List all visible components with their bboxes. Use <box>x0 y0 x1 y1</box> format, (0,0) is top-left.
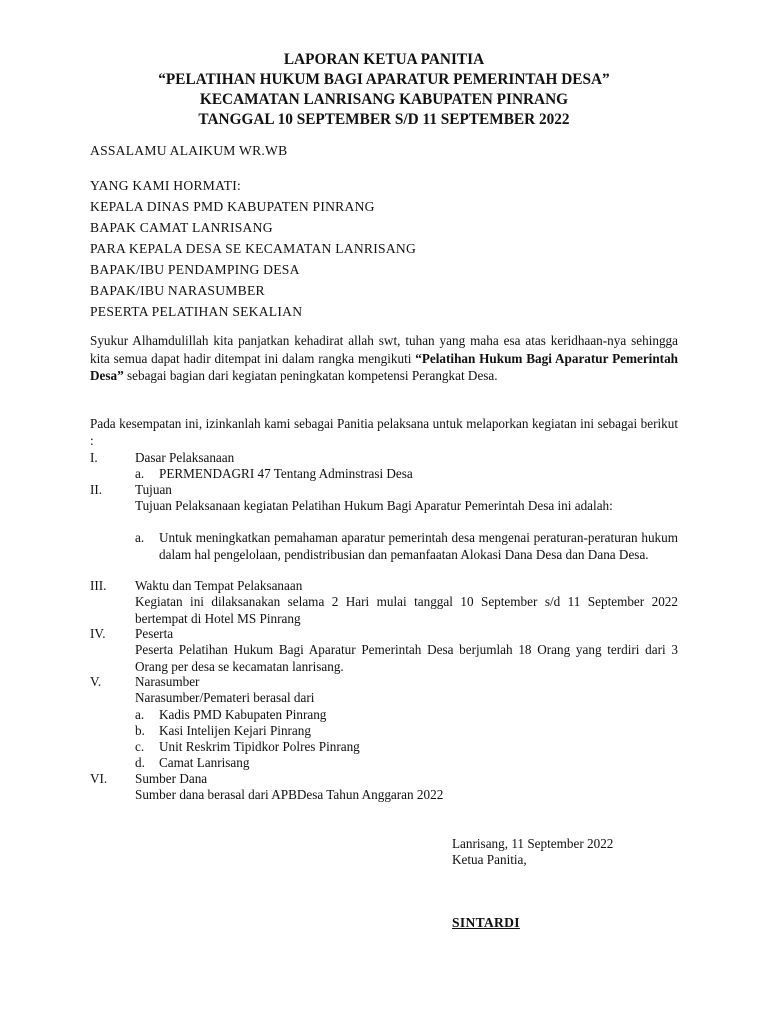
section-text: Tujuan Pelaksanaan kegiatan Pelatihan Hukum Bagi Aparatur Pemerintah Desa ini adalah: <box>135 498 613 513</box>
addressee-item: KEPALA DINAS PMD KABUPATEN PINRANG <box>90 199 375 214</box>
addressee-item: BAPAK CAMAT LANRISANG <box>90 220 273 235</box>
title-line-2: “PELATIHAN HUKUM BAGI APARATUR PEMERINTAH DESA” <box>158 71 610 88</box>
item-letter: a. <box>135 530 145 545</box>
item-text: Kasi Intelijen Kejari Pinrang <box>159 723 311 738</box>
list-item <box>90 738 678 755</box>
item-text: PERMENDAGRI 47 Tentang Adminstrasi Desa <box>159 466 413 481</box>
opening-text-end: sebagai bagian dari kegiatan peningkatan kompetensi Perangkat Desa. <box>123 368 498 384</box>
section-title: Sumber Dana <box>135 771 208 786</box>
section-number: VI. <box>90 771 108 786</box>
list-item <box>90 529 678 580</box>
signature-place-date: Lanrisang, 11 September 2022 <box>452 836 614 851</box>
section-body <box>90 689 678 706</box>
section-title: Dasar Pelaksanaan <box>135 450 235 465</box>
item-text: Camat Lanrisang <box>159 755 250 770</box>
section-title: Narasumber <box>135 674 200 689</box>
item-letter: a. <box>135 466 145 481</box>
section-body <box>90 641 678 675</box>
section-title: Tujuan <box>135 482 172 497</box>
title-line-1: LAPORAN KETUA PANITIA <box>283 51 485 68</box>
section-text: Peserta Pelatihan Hukum Bagi Aparatur Pemerintah Desa berjumlah 18 Orang yang terdiri dari 3 Orang per desa se kecamatan lanrisang. <box>135 642 678 674</box>
addressee-item: PARA KEPALA DESA SE KECAMATAN LANRISANG <box>90 241 417 256</box>
section-number: III. <box>90 578 107 593</box>
item-text: Unit Reskrim Tipidkor Polres Pinrang <box>159 739 360 754</box>
section-title: Waktu dan Tempat Pelaksanaan <box>135 578 303 593</box>
section-narasumber <box>90 673 678 690</box>
section-text: Narasumber/Pemateri berasal dari <box>135 690 315 705</box>
item-text: Kadis PMD Kabupaten Pinrang <box>159 707 327 722</box>
item-letter: c. <box>135 739 145 754</box>
signature-role: Ketua Panitia, <box>452 852 527 867</box>
section-text: Sumber dana berasal dari APBDesa Tahun Anggaran 2022 <box>135 787 444 802</box>
opening-paragraph <box>90 332 678 385</box>
section-body <box>90 786 678 803</box>
list-item <box>90 754 678 771</box>
item-letter: a. <box>135 707 145 722</box>
event-name: “Pelatihan Hukum Bagi Aparatur Pemerintah Desa” <box>90 350 678 384</box>
addressee-item: PESERTA PELATIHAN SEKALIAN <box>90 304 303 319</box>
addressee-heading: YANG KAMI HORMATI: <box>90 178 242 193</box>
item-text: Untuk meningkatkan pemahaman aparatur pemerintah desa mengenai peraturan-peraturan hukum dalam hal pengelolaan, pendistribusian dan pemanfaatan Alokasi Dana Desa dan Dana Desa. <box>159 530 678 562</box>
section-number: II. <box>90 482 103 497</box>
section-number: V. <box>90 674 102 689</box>
title-line-4: TANGGAL 10 SEPTEMBER S/D 11 SEPTEMBER 2022 <box>198 111 570 128</box>
list-item <box>90 706 678 723</box>
item-letter: b. <box>135 723 145 738</box>
section-tujuan <box>90 481 678 498</box>
section-dasar <box>90 449 678 466</box>
section-number: I. <box>90 450 98 465</box>
section-title: Peserta <box>135 626 174 641</box>
signer-name: SINTARDI <box>452 915 520 930</box>
intro-paragraph: Pada kesempatan ini, izinkanlah kami sebagai Panitia pelaksana untuk melaporkan kegiatan ini sebagai berikut : <box>90 416 678 448</box>
item-letter: d. <box>135 755 145 770</box>
document-title <box>0 50 768 130</box>
list-item <box>90 465 678 482</box>
section-waktu <box>90 577 678 594</box>
section-text: Kegiatan ini dilaksanakan selama 2 Hari mulai tanggal 10 September s/d 11 September 2022 bertempat di Hotel MS Pinrang <box>135 594 678 626</box>
greeting: ASSALAMU ALAIKUM WR.WB <box>90 143 288 158</box>
section-body <box>90 593 678 627</box>
addressee-item: BAPAK/IBU PENDAMPING DESA <box>90 262 300 277</box>
title-line-3: KECAMATAN LANRISANG KABUPATEN PINRANG <box>199 91 569 108</box>
opening-text: Syukur Alhamdulillah kita panjatkan kehadirat allah swt, tuhan yang maha esa atas keridhaan-nya sehingga kita semua dapat hadir ditempat ini dalam rangka mengikuti <box>90 333 678 366</box>
section-sumber-dana <box>90 770 678 787</box>
section-body <box>90 497 678 531</box>
section-peserta <box>90 625 678 642</box>
list-item <box>90 722 678 739</box>
addressee-item: BAPAK/IBU NARASUMBER <box>90 283 265 298</box>
section-number: IV. <box>90 626 106 641</box>
